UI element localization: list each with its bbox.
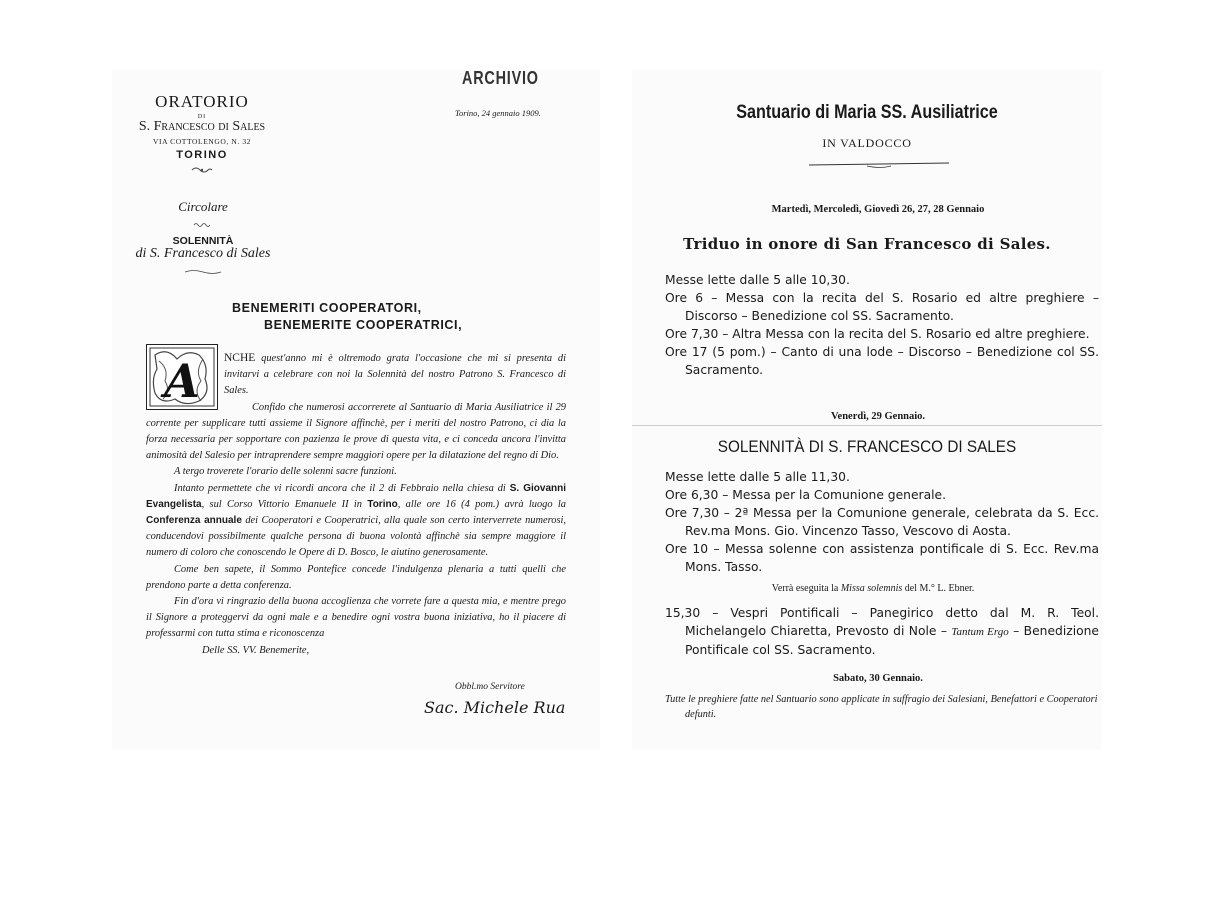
triduo-item: Ore 7,30 – Altra Messa con la recita del S. Rosario ed altre preghiere. — [665, 327, 1090, 341]
solennita-item: Messe lette dalle 5 alle 11,30. — [665, 470, 850, 484]
date-line: Torino, 24 gennaio 1909. — [455, 108, 541, 118]
letterhead-address: VIA COTTOLENGO, N. 32 — [152, 137, 252, 146]
paragraph-4 — [146, 481, 566, 562]
vespri-c: – Benedizione Pontificale col SS. Sacramento. — [685, 624, 1100, 657]
missa-note-a: Verrà eseguita la — [771, 583, 841, 594]
paragraph-3: A tergo troverete l'orario delle solenni sacre funzioni. — [174, 466, 397, 478]
archivio-stamp: ARCHIVIO — [462, 68, 539, 88]
solennita-item: Ore 7,30 – 2ª Messa per la Comunione generale, celebrata da S. Ecc. Rev.ma Mons. Gio. Vincenzo Tasso, Vescovo di Aosta. — [665, 506, 1099, 538]
vespri-a: 15,30 – Vespri Pontificali – Panegirico detto dal M. R. Teol. Michelangelo Chiaretta, Prevosto di Nole – — [665, 606, 1099, 638]
paragraph-4-a: Intanto permettete che vi ricordi ancora che il 2 di Febbraio nella chiesa di — [174, 482, 510, 494]
solennita-title: SOLENNITÀ DI S. FRANCESCO DI SALES — [717, 437, 1017, 456]
letterhead-city: TORINO — [176, 149, 228, 161]
triduo-item: Messe lette dalle 5 alle 10,30. — [665, 273, 850, 287]
subject-solennita: SOLENNITÀ — [172, 235, 234, 247]
paragraph-6: Fin d'ora vi ringrazio della buona accoglienza che vorrete fare a questa mia, e mentre prego il Signore a proteggervi da ogni male e a benedire ogni vostra buona iniziativa, ho il piacere di professarmi con tutta stima e riconoscenza — [146, 596, 566, 640]
greeting-cooperatori: BENEMERITI COOPERATORI, — [232, 301, 422, 315]
letterhead-di: DI — [197, 114, 207, 120]
letterhead-oratorio: ORATORIO — [155, 92, 249, 111]
solennita-item: Ore 10 – Messa solenne con assistenza pontificale di S. Ecc. Rev.ma Mons. Tasso. — [665, 542, 1099, 574]
signature: Sac. Michele Rua — [424, 698, 566, 717]
triduo-schedule — [665, 271, 1099, 379]
vespri-tantum-ergo: Tantum Ergo — [951, 626, 1009, 638]
vespri-schedule — [665, 604, 1099, 659]
flourish-ornament-icon — [112, 262, 294, 280]
paragraph-5: Come ben sapete, il Sommo Pontefice concede l'indulgenza plenaria a tutti quelli che prendono parte a detta conferenza. — [146, 563, 566, 591]
greeting-cooperatrici: BENEMERITE COOPERATRICI, — [264, 318, 463, 332]
servitore-line: Obbl.mo Servitore — [455, 682, 525, 692]
wave-ornament-icon — [112, 215, 294, 233]
ornament-icon — [112, 161, 292, 179]
suffragio-note: Tutte le preghiere fatte nel Santuario sono applicate in suffragio dei Salesiani, Benefattori e Cooperatori defunti. — [665, 694, 1098, 720]
venerdi-date: Venerdì, 29 Gennaio. — [830, 411, 926, 422]
circular-letter-page — [112, 0, 600, 900]
closing-line: Delle SS. VV. Benemerite, — [202, 644, 310, 656]
paragraph-2: Confido che numerosi accorrerete al Santuario di Maria Ausiliatrice il 29 corrente per supplicare tutti assieme il Signore affinchè, per i meriti del nostro Patrono, ci dia la forza necessaria per sopportare con pazienza le prove di questa vita, e ci conceda ancora l'invitta animosità del Salesio per intraprendere sempre maggiori opere per la dilatazione del regno di Dio. — [146, 401, 566, 462]
sanctuary-subtitle: IN VALDOCCO — [822, 136, 912, 150]
paragraph-4-c: , sul Corso Vittorio Emanuele II in — [201, 498, 368, 510]
circolare-block — [112, 199, 294, 280]
letter-body — [146, 350, 566, 659]
paragraph-4-d: , alle ore 16 (4 pom.) avrà luogo la — [397, 498, 566, 510]
circolare-label: Circolare — [178, 199, 228, 214]
triduo-item: Ore 17 (5 pom.) – Canto di una lode – Discorso – Benedizione col SS. Sacramento. — [665, 345, 1099, 377]
sanctuary-title: Santuario di Maria SS. Ausiliatrice — [736, 102, 998, 123]
paragraph-4-e: dei Cooperatori e Cooperatrici, alla quale son certo interverrete numerosi, conducendovi possibilmente qualche persona di buona volontà affinchè sia sempre maggiore il numero di coloro che conoscendo le Opere di D. Bosco, le aiutino generosamente. — [146, 515, 566, 559]
letterhead — [112, 92, 292, 179]
church-name: S. Giovanni Evangelista — [146, 482, 567, 510]
divider-ornament-icon — [807, 156, 951, 174]
city-name: Torino — [367, 498, 398, 510]
letterhead-saint: S. Francesco di Sales — [138, 119, 266, 134]
sabato-date: Sabato, 30 Gennaio. — [833, 673, 923, 684]
missa-note-c: del M.° L. Ebner. — [902, 583, 975, 594]
vespri-item — [665, 604, 1099, 659]
triduo-item: Ore 6 – Messa con la recita del S. Rosario ed altre preghiere – Discorso – Benedizione col SS. Sacramento. — [665, 291, 1099, 323]
missa-note — [632, 583, 1114, 594]
section-rule — [632, 425, 1102, 426]
triduo-days: Martedì, Mercoledì, Giovedì 26, 27, 28 Gennaio — [771, 204, 985, 215]
subject-saint: di S. Francesco di Sales — [135, 246, 271, 261]
paragraph-1: quest'anno mi è oltremodo grata l'occasione che mi si presenta di invitarvi a celebrare con noi la Solennità del nostro Patrono S. Francesco di Sales. — [224, 353, 566, 397]
dropcap-rest: NCHE — [224, 352, 256, 364]
svg-text:A: A — [164, 354, 200, 408]
conference-name: Conferenza annuale — [146, 515, 242, 527]
solennita-item: Ore 6,30 – Messa per la Comunione generale. — [665, 488, 947, 502]
missa-note-title: Missa solemnis — [840, 583, 903, 594]
schedule-page — [632, 0, 1102, 900]
solennita-schedule — [665, 468, 1099, 576]
dropcap-a-icon — [146, 344, 218, 410]
triduo-title: Triduo in onore di San Francesco di Sales. — [683, 235, 1051, 253]
